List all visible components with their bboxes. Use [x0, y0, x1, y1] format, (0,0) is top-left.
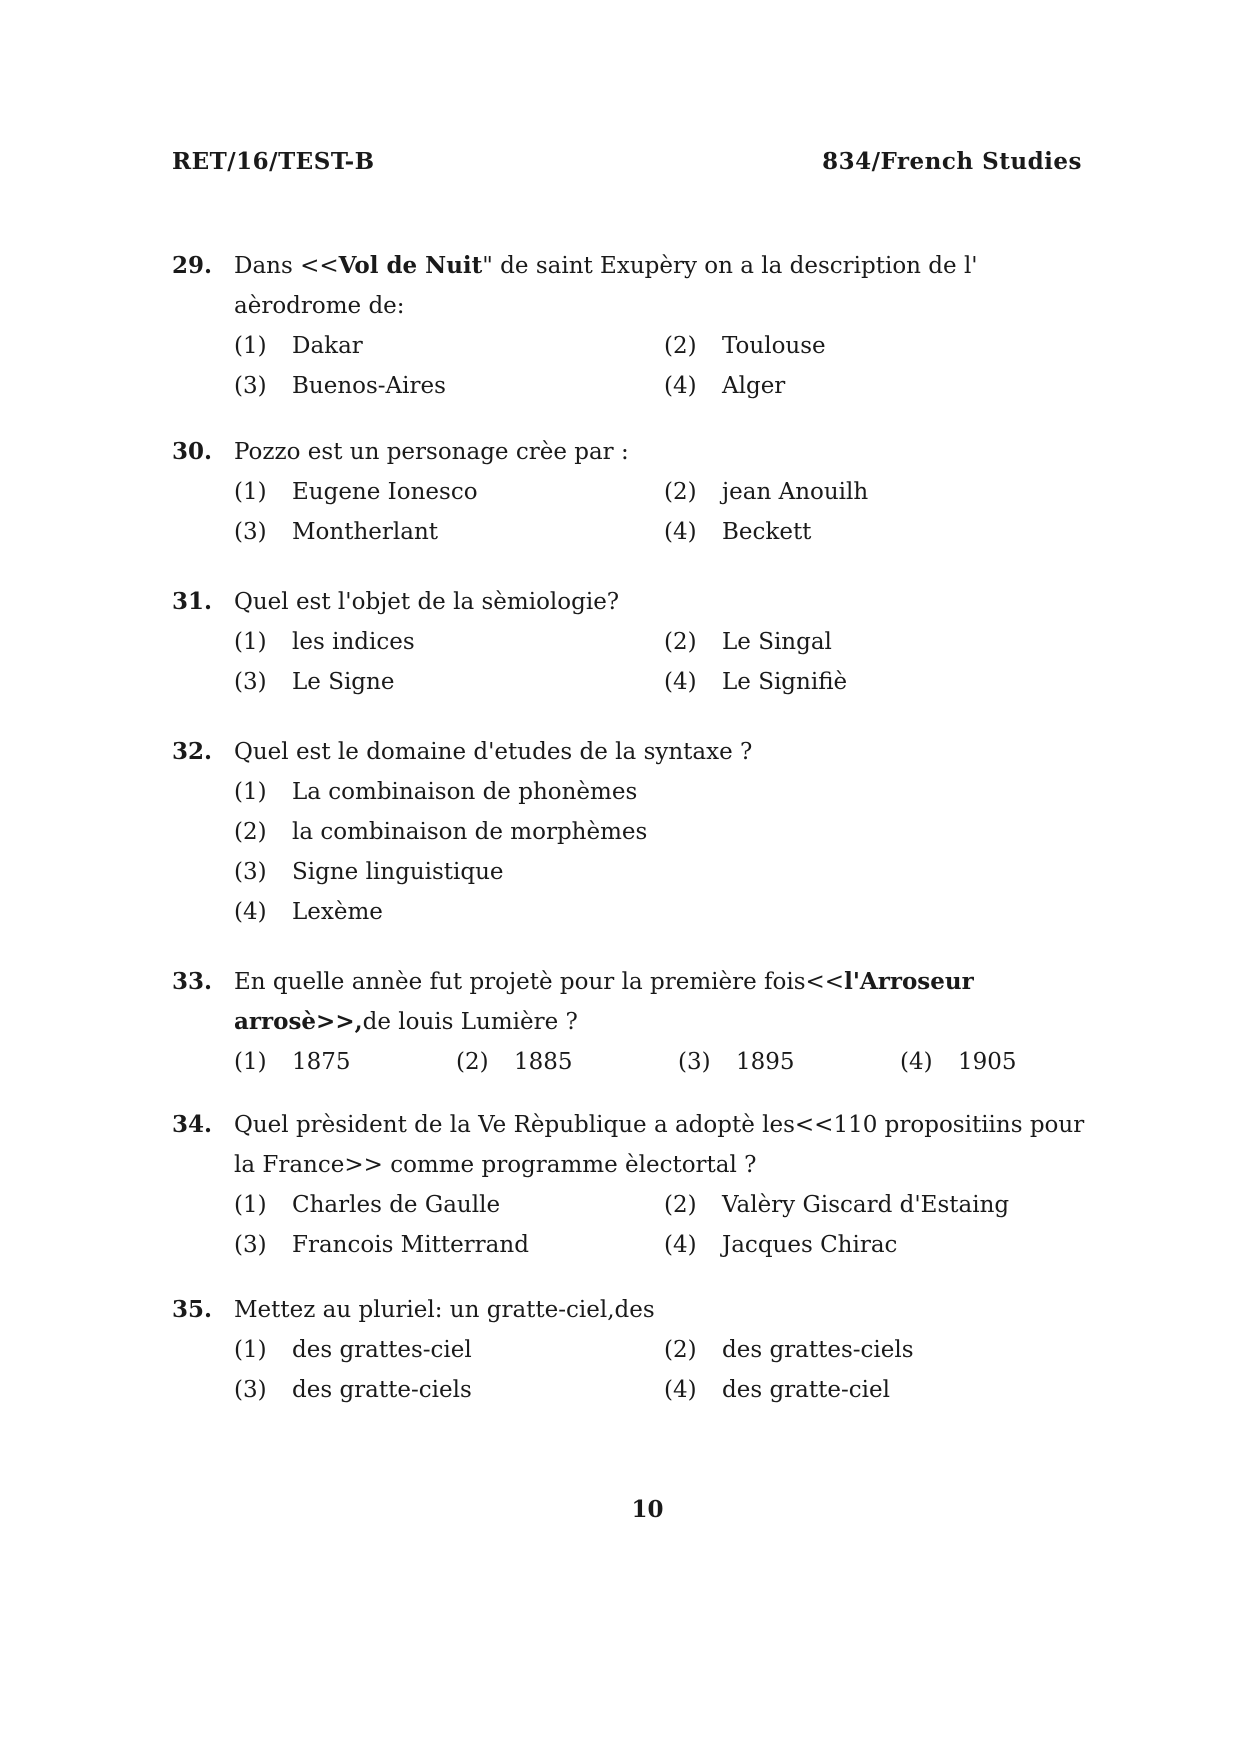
- test-code: RET/16/TEST-B: [172, 148, 375, 175]
- option-2: (2) Valèry Giscard d'Estaing: [664, 1192, 1010, 1218]
- question-number: 29.: [172, 252, 213, 279]
- question-33: [172, 962, 1092, 1082]
- question-number: 34.: [172, 1111, 213, 1138]
- page-header: [172, 148, 1082, 175]
- options: [234, 1330, 1092, 1410]
- page-number: 10: [631, 1496, 664, 1523]
- option-2: (2) 1885: [456, 1049, 573, 1075]
- question-number: 30.: [172, 438, 213, 465]
- question-text: Dans <<Vol de Nuit" de saint Exupèry on a la description de l' aèrodrome de:: [234, 252, 978, 319]
- option-4: (4) Le Signifiè: [664, 669, 848, 695]
- option-3: (3) Montherlant: [234, 519, 438, 545]
- option-1: (1) Eugene Ionesco: [234, 479, 478, 505]
- question-29: [172, 246, 1092, 406]
- option-4: (4) Lexème: [234, 899, 383, 925]
- question-34: [172, 1105, 1092, 1265]
- question-31: [172, 582, 1092, 702]
- option-4: (4) des gratte-ciel: [664, 1377, 890, 1403]
- options: [234, 622, 1092, 702]
- option-2: (2) Toulouse: [664, 333, 826, 359]
- option-4: (4) Beckett: [664, 519, 812, 545]
- option-2: (2) des grattes-ciels: [664, 1337, 914, 1363]
- option-1: (1) Charles de Gaulle: [234, 1192, 501, 1218]
- option-1: (1) 1875: [234, 1049, 351, 1075]
- option-1: (1) des grattes-ciel: [234, 1337, 472, 1363]
- option-3: (3) Francois Mitterrand: [234, 1232, 529, 1258]
- options: [234, 1185, 1092, 1265]
- option-1: (1) La combinaison de phonèmes: [234, 779, 638, 805]
- question-number: 35.: [172, 1296, 213, 1323]
- option-2: (2) jean Anouilh: [664, 479, 869, 505]
- option-3: (3) Buenos-Aires: [234, 373, 446, 399]
- options: [234, 326, 1092, 406]
- option-3: (3) des gratte-ciels: [234, 1377, 472, 1403]
- option-4: (4) Jacques Chirac: [664, 1232, 898, 1258]
- option-4: (4) Alger: [664, 373, 786, 399]
- question-text: Quel est le domaine d'etudes de la syntaxe ?: [234, 739, 753, 765]
- question-text: Mettez au pluriel: un gratte-ciel,des: [234, 1297, 655, 1323]
- option-3: (3) Signe linguistique: [234, 859, 504, 885]
- option-4: (4) 1905: [900, 1049, 1017, 1075]
- question-number: 31.: [172, 588, 213, 615]
- options: [234, 472, 1092, 552]
- question-30: [172, 432, 1092, 552]
- option-3: (3) 1895: [678, 1049, 795, 1075]
- options: [234, 772, 1092, 932]
- question-text: En quelle annèe fut projetè pour la première fois<<l'Arroseur arrosè>>,de louis Lumière ?: [234, 968, 974, 1035]
- option-2: (2) la combinaison de morphèmes: [234, 819, 648, 845]
- options: [234, 1042, 1092, 1082]
- question-text: Quel est l'objet de la sèmiologie?: [234, 589, 620, 615]
- option-1: (1) les indices: [234, 629, 415, 655]
- subject-code: 834/French Studies: [822, 148, 1082, 175]
- question-text: Pozzo est un personage crèe par :: [234, 439, 629, 465]
- option-2: (2) Le Singal: [664, 629, 832, 655]
- question-number: 33.: [172, 968, 213, 995]
- question-32: [172, 732, 1092, 932]
- question-number: 32.: [172, 738, 213, 765]
- question-35: [172, 1290, 1092, 1410]
- option-1: (1) Dakar: [234, 333, 363, 359]
- question-text: Quel prèsident de la Ve Rèpublique a adoptè les<<110 propositiins pour la France>> comme programme èlectortal ?: [234, 1112, 1085, 1178]
- option-3: (3) Le Signe: [234, 669, 395, 695]
